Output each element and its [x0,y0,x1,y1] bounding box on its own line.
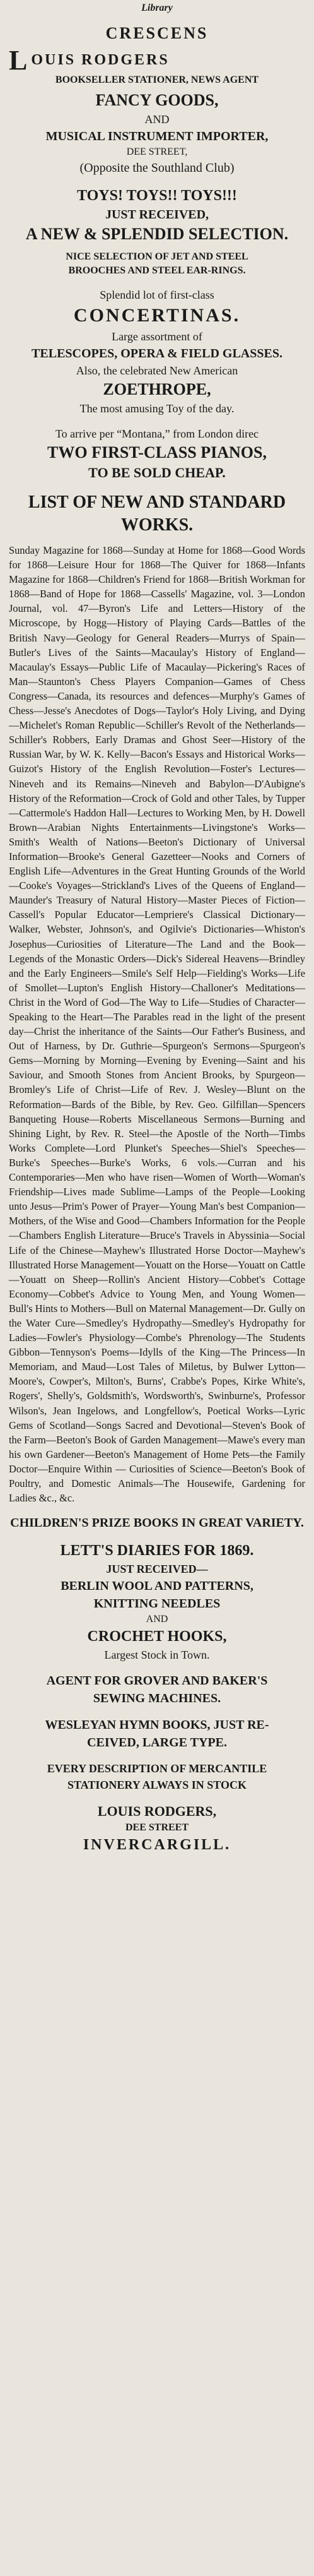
toys-heading: TOYS! TOYS!! TOYS!!! [77,188,237,204]
goods-line: FANCY GOODS, [95,91,219,109]
stationery-line-1: EVERY DESCRIPTION OF MERCANTILE [47,1762,267,1775]
telescope-intro: Large assortment of [112,330,202,343]
diaries-and: AND [146,1614,168,1625]
name-rest: OUIS RODGERS [31,52,170,68]
street-line: DEE STREET, [126,146,188,157]
prize-books: CHILDREN'S PRIZE BOOKS IN GREAT VARIETY. [10,1516,304,1530]
telescope-heading: TELESCOPES, OPERA & FIELD GLASSES. [32,347,282,361]
works-heading-2: WORKS. [120,515,194,535]
stationery-line-2: STATIONERY ALWAYS IN STOCK [67,1779,247,1792]
trades-line: BOOKSELLER STATIONER, NEWS AGENT [55,75,259,85]
zoetrope-intro: Also, the celebrated New American [76,364,238,377]
footer-street: DEE STREET [125,1822,189,1834]
agent-line-1: AGENT FOR GROVER AND BAKER'S [46,1674,268,1688]
toys-received: JUST RECEIVED, [105,208,209,222]
name-initial: L [9,45,28,76]
berlin-wool: BERLIN WOOL AND PATTERNS, [61,1579,253,1594]
zoetrope-note: The most amusing Toy of the day. [79,402,235,415]
masthead: Library [141,3,173,13]
works-list: Sunday Magazine for 1868—Sunday at Home for 1868—Good Words for 1868—Leisure Hour for 1868—The Quiver for 1868—Infants Magazine for 1868—Children's Friend for 1868—British Workman for 1868—Band of Hope for 1868—Cassells' Magazine, vol. 3—London Journal, vol. 47—Byron's Life and Letters—History of the Microscope, by Hogg—History of Playing Cards—Battles of the British Navy—Geology for General Readers—Murrys of Spain—Butler's Lives of the Saints—Macaulay's History of England—Macaulay's Essays—Public Life of Macaulay—Pickering's Races of Man—Staunton's Chess Players Companion—Games of Chess Congress—Canada, its resources and defences—Murphy's Games of Chess—Jesse's Anecdotes of Dogs—Taylor's Holy Living, and Dying—Michelet's Roman Republic—Schiller's Revolt of the Netherlands—Schiller's Robbers, Early Dramas and Ghost Seer—History of the Russian War, by W. K. Kelly—Bacon's Essays and Historical Works—Guizot's History of the English Revolution—Foster's Lectures—Nineveh and its Remains—Nineveh and Babylon—D'Aubigne's History of the Reformation—Crock of Gold and other Tales, by Tupper—Cattermole's Haddon Hall—Lectures to Working Men, by H. Dowell Brown—Arabian Nights Entertainments—Livingstone's Works—Smith's Wealth of Nations—Beeton's Dictionary of Universal Information—Brooke's General Gazetteer—Nooks and Corners of English Life—Adventures in the Great Hunting Grounds of the World—Cooke's Voyages—Strickland's Lives of the Queens of England—Maunder's Treasury of Natural History—Master Pieces of Fiction—Cassell's Popular Educator—Lempriere's Classical Dictionary—Walker, Webster, Johnson's, and Ogilvie's Dictionaries—Whiston's Josephus—Curiosities of Literature—The Land and the Book—Legends of the Monastic Orders—Dick's Sidereal Heavens—Brindley and the Early Engineers—Smile's Self Help—Fielding's Works—Life of Smollet—Lupton's English History—Challoner's Meditations—Christ in the Word of God—The Way to Life—Studies of Character—Speaking to the Heart—The Parables read in the light of the present day—Christ the inheritance of the Saints—Our Father's Business, and Out of Harness, by Dr. Guthrie—Spurgeon's Sermons—Spurgeon's Gems—Morning by Morning—Evening by Evening—Saint and his Saviour, and Smooth Stones from Ancient Brooks, by Spurgeon—Bromley's Life of Christ—Life of Rev. J. Wesley—Blunt on the Reformation—Bards of the Bible, by Rev. Geo. Gilfillan—Spencers Banqueting House—Roberts Miscellaneous Sermons—Burning and Shining Light, by Rev. R. Steel—the Apostle of the North—Timbs Works Complete—Lord Plunket's Speeches—Shiel's Speeches—Burke's Speeches—Burke's Works, 6 vols.—Curran and his Contemporaries—Men who have risen—Women of Worth—Woman's Friendship—Lives made Sublime—Lamps of the People—Looking unto Jesus—Prim's Power of Prayer—Young Man's best Companion—Mothers, of the Wise and Good—Chambers Information for the People—Chambers English Literature—Bruce's Travels in Abyssinia—Social Life of the Chinese—Mayhew's Illustrated Horse Doctor—Mayhew's Illustrated Horse Management—Youatt on the Horse—Youatt on Cattle—Youatt on Sheep—Rollin's Ancient History—Cobbet's Cottage Economy—Cobbet's Advice to Young Men, and Young Women—Bull's Hints to Mothers—Bull on Maternal Management—Dr. Gully on the Water Cure—Smedley's Hydropathy—Smedley's Hydropathy for Ladies—Fowler's Physiology—Combe's Phrenology—The Students Gibbon—Tennyson's Poems—Idylls of the King—The Princess—In Memoriam, and Maud—Lost Tales of Miletus, by Bulwer Lytton—Moore's, Cowper's, Milton's, Burns', Crabbe's Popes, Kirke White's, Rogers', Shelly's, Goldsmith's, Wordsworth's, Swinburne's, Professor Wilson's, Jean Ingelows, and Longfellow's, Poetical Works—Lyric Gems of Scotland—Songs Sacred and Devotional—Steven's Book of the Farm—Beeton's Book of Garden Management—Mawe's every man his own Gardener—Beeton's Management of Home Pets—the Family Doctor—Enquire Within — Curiosities of Science—Beeton's Book of Poultry, and Domestic Animals—The Housewife, Gardening for Ladies &c., &c. [9,544,305,1505]
pianos-note: TO BE SOLD CHEAP. [88,465,226,480]
agent-line-2: SEWING MACHINES. [93,1691,221,1706]
works-heading: LIST OF NEW AND STANDARD [28,492,286,512]
footer-name: LOUIS RODGERS, [97,1803,217,1820]
crochet-hooks: CROCHET HOOKS, [87,1628,227,1645]
concertina-intro: Splendid lot of first-class [100,289,214,301]
proprietor-name [9,45,305,76]
toys-selection: A NEW & SPLENDID SELECTION. [25,225,289,243]
diaries-heading: LETT'S DIARIES FOR 1869. [60,1542,254,1559]
pianos-intro: To arrive per “Montana,” from London direc [55,427,259,440]
concertina-heading: CONCERTINAS. [73,305,241,326]
shop-title: CRESCENS [105,24,209,42]
hymn-line-2: CEIVED, LARGE TYPE. [87,1736,227,1750]
zoetrope-heading: ZOETHROPE, [103,380,211,398]
instruments-line: MUSICAL INSTRUMENT IMPORTER, [45,129,269,143]
footer-town: INVERCARGILL. [83,1837,231,1854]
knitting-needles: KNITTING NEEDLES [93,1597,221,1611]
brooches-line: BROOCHES AND STEEL EAR-RINGS. [68,265,246,276]
hymn-line-1: WESLEYAN HYMN BOOKS, JUST RE- [45,1718,269,1732]
and-line: AND [144,113,170,126]
diaries-received: JUST RECEIVED— [106,1563,208,1576]
jet-steel-line: NICE SELECTION OF JET AND STEEL [66,251,248,262]
pianos-heading: TWO FIRST-CLASS PIANOS, [47,443,267,462]
largest-stock: Largest Stock in Town. [104,1649,210,1662]
opposite-line: (Opposite the Southland Club) [79,161,235,175]
